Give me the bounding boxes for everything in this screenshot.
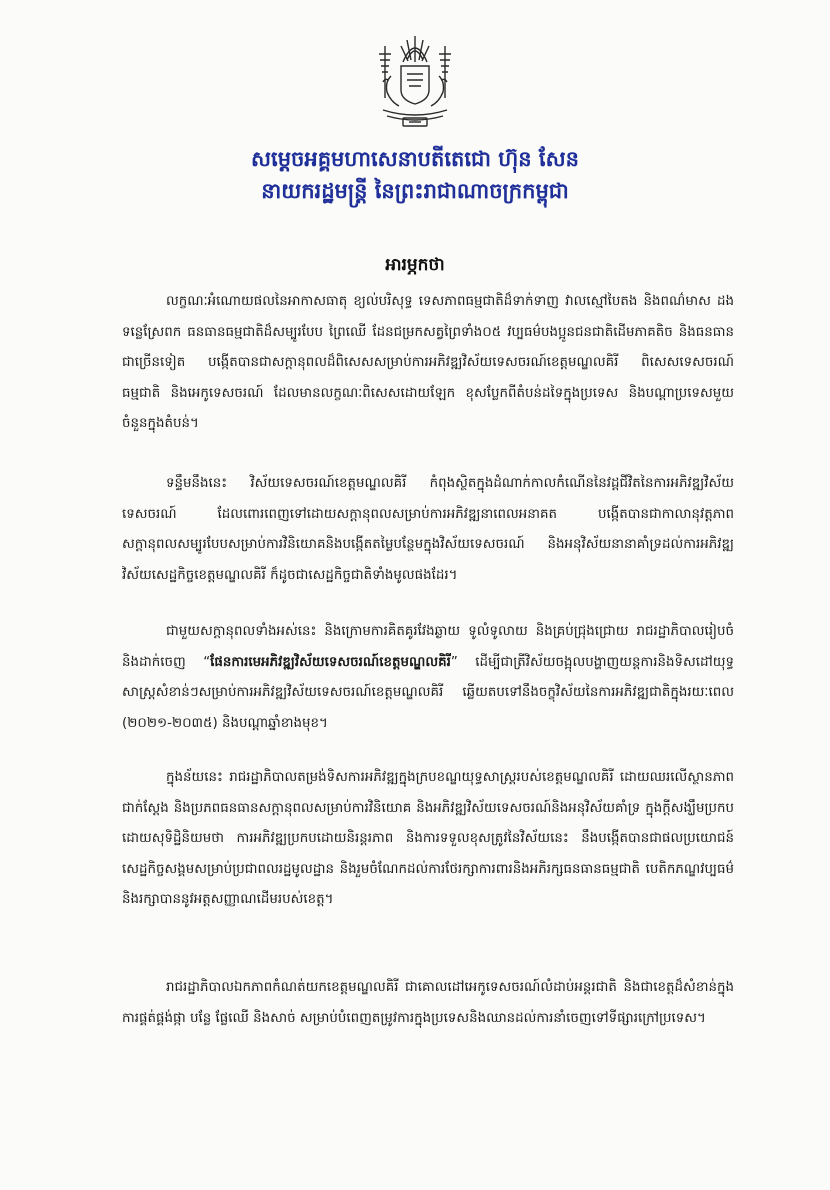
paragraph-5: រាជរដ្ឋាភិបាលឯកភាពកំណត់យកខេត្តមណ្ឌលគិរី ជាគោលដៅអេកូទេសចរណ៍លំដាប់អន្តរជាតិ និងជាខេត្តដ៏សំខាន់ក្នុងការផ្គត់ផ្គង់ផ្កា បន្លែ ផ្លែឈើ និងសាច់ សម្រាប់បំពេញតម្រូវការក្នុងប្រទេសនិងឈានដល់ការនាំចេញទៅទីផ្សារក្រៅប្រទេស។	[122, 980, 734, 1026]
officer-name-heading: សម្តេចអគ្គមហាសេនាបតីតេជោ ហ៊ុន សែន	[251, 147, 579, 171]
section-title: អារម្ភកថា	[385, 255, 445, 275]
master-plan-title: ផែនការមេអភិវឌ្ឍវិស័យទេសចរណ៍ខេត្តមណ្ឌលគិរី	[210, 654, 451, 670]
paragraph-3-rest: ” ដើម្បីជាត្រីវិស័យចង្អុលបង្ហាញយន្តការនិងទិសដៅយុទ្ធសាស្ត្រសំខាន់ៗសម្រាប់ការអភិវឌ្ឍវិស័យទេសចរណ៍ខេត្តមណ្ឌលគិរី ឆ្លើយតបទៅនឹងចក្ខុវិស័យនៃការអភិវឌ្ឍជាតិក្នុងរយៈពេល (២០២១-២០៣៥) និងបណ្តាឆ្នាំខាងមុខ។	[122, 654, 734, 731]
paragraph-3-intro: ជាមួយសក្តានុពលទាំងអស់នេះ និងក្រោមការគិតគូរវែងឆ្ងាយ ទូលំទូលាយ និងគ្រប់ជ្រុងជ្រោយ រាជរដ្ឋាភិបាលរៀបចំនិងដាក់ចេញ “	[122, 624, 734, 670]
royal-coat-of-arms-icon	[363, 32, 467, 132]
paragraph-2: ទន្ទឹមនឹងនេះ វិស័យទេសចរណ៍ខេត្តមណ្ឌលគិរី កំពុងស្ថិតក្នុងដំណាក់កាលកំណើននៃវដ្តជីវិតនៃការអភិវឌ្ឍវិស័យទេសចរណ៍ ដែលពោរពេញទៅដោយសក្តានុពលសម្រាប់ការអភិវឌ្ឍនាពេលអនាគត បង្កើតបានជាកាលានុវត្តភាពសក្តានុពលសម្បូរបែបសម្រាប់ការវិនិយោគនិងបង្កើតតម្លៃបន្ថែមក្នុងវិស័យទេសចរណ៍ និងអនុវិស័យនានាគាំទ្រដល់ការអភិវឌ្ឍវិស័យសេដ្ឋកិច្ចខេត្តមណ្ឌលគិរី ក៏ដូចជាសេដ្ឋកិច្ចជាតិទាំងមូលផងដែរ។	[122, 476, 734, 583]
paragraph-3	[122, 617, 734, 741]
paragraph-4: ក្នុងន័យនេះ រាជរដ្ឋាភិបាលតម្រង់ទិសការអភិវឌ្ឍក្នុងក្របខណ្ឌយុទ្ធសាស្ត្ររបស់ខេត្តមណ្ឌលគិរី ដោយឈរលើស្ថានភាពជាក់ស្តែង និងប្រភពធនធានសក្តានុពលសម្រាប់ការវិនិយោគ និងអភិវឌ្ឍវិស័យទេសចរណ៍និងអនុវិស័យគាំទ្រ ក្នុងក្តីសង្ឃឹមប្រកបដោយសុទិដ្ឋិនិយមថា ការអភិវឌ្ឍប្រកបដោយនិរន្តរភាព និងការទទួលខុសត្រូវនៃវិស័យនេះ នឹងបង្កើតបានជាផលប្រយោជន៍សេដ្ឋកិច្ចសង្គមសម្រាប់ប្រជាពលរដ្ឋមូលដ្ឋាន និងរួមចំណែកដល់ការថែរក្សាការពារនិងអភិរក្សធនធានធម្មជាតិ បេតិកភណ្ឌវប្បធម៌ និងរក្សាបាននូវអត្តសញ្ញាណដើមរបស់ខេត្ត។	[122, 770, 734, 907]
officer-position-heading: នាយករដ្ឋមន្ត្រី នៃព្រះរាជាណាចក្រកម្ពុជា	[261, 179, 569, 203]
paragraph-1: លក្ខណៈអំណោយផលនៃអាកាសធាតុ ខ្យល់បរិសុទ្ធ ទេសភាពធម្មជាតិដ៏ទាក់ទាញ វាលស្មៅបៃតង និងពណ៌មាស ដងទន្លេស្រែពក ធនធានធម្មជាតិដ៏សម្បូរបែប ព្រៃឈើ ដែនជម្រកសត្វព្រៃទាំង០៥ វប្បធម៌បងប្អូនជនជាតិដើមភាគតិច និងធនធានជាច្រើនទៀត បង្កើតបានជាសក្តានុពលដ៏ពិសេសសម្រាប់ការអភិវឌ្ឍវិស័យទេសចរណ៍ខេត្តមណ្ឌលគិរី ពិសេសទេសចរណ៍ធម្មជាតិ និងអេកូទេសចរណ៍ ដែលមានលក្ខណៈពិសេសដោយឡែក ខុសប្លែកពីតំបន់ដទៃក្នុងប្រទេស និងបណ្តាប្រទេសមួយចំនួនក្នុងតំបន់។	[122, 294, 734, 431]
